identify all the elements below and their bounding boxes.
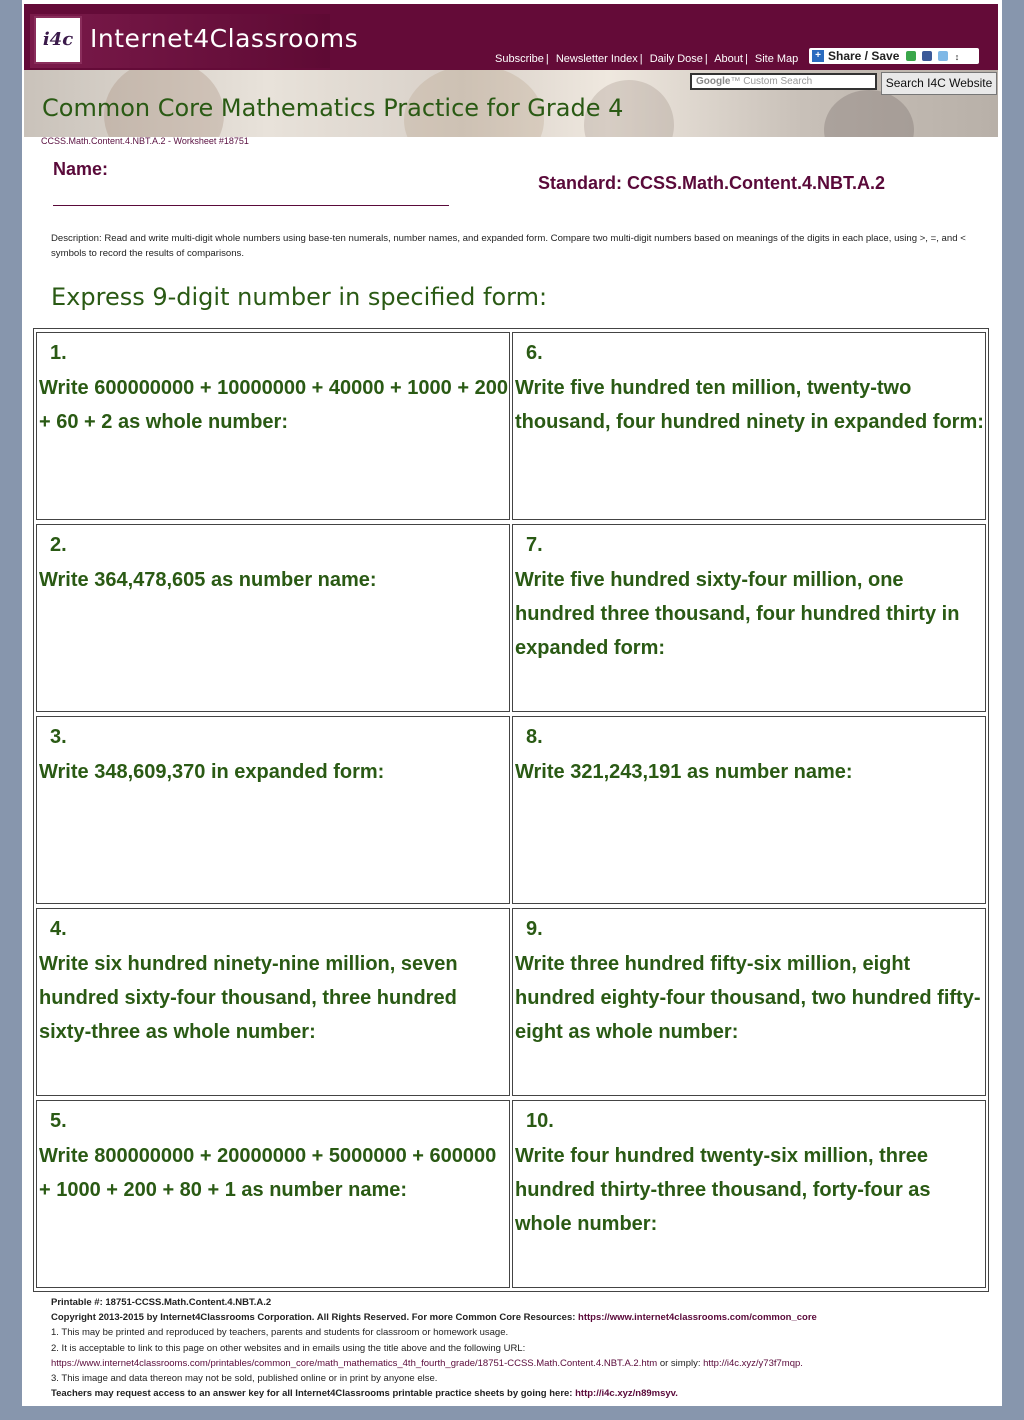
question-text: Write 600000000 + 10000000 + 40000 + 1000 + 200 + 60 + 2 as whole number: — [39, 377, 508, 433]
question-text: Write 321,243,191 as number name: — [515, 761, 853, 783]
standard-label: Standard: CCSS.Math.Content.4.NBT.A.2 — [538, 173, 886, 193]
question-cell — [36, 908, 510, 1096]
worksheet-id: CCSS.Math.Content.4.NBT.A.2 - Worksheet #18751 — [41, 136, 249, 146]
usage-note-2: 2. It is acceptable to link to this page on other websites and in emails using the title above and the following URL: — [51, 1342, 526, 1354]
description: Description: Read and write multi-digit whole numbers using base-ten numerals, number names, and expanded form. Compare two multi-digit numbers based on meanings of the digits in each place, using >, =, and < symbols to record the results of comparisons. — [51, 233, 966, 259]
question-text: Write 800000000 + 20000000 + 5000000 + 600000 + 1000 + 200 + 80 + 1 as number name: — [39, 1145, 497, 1201]
answer-key-link[interactable]: http://i4c.xyz/n89msyv. — [575, 1388, 678, 1400]
question-cell — [36, 716, 510, 904]
usage-note-1: 1. This may be printed and reproduced by teachers, parents and students for classroom or homework usage. — [51, 1327, 509, 1339]
printable-number: Printable #: 18751-CCSS.Math.Content.4.NBT.A.2 — [51, 1297, 272, 1308]
search-placeholder: Custom Search — [743, 76, 813, 87]
question-number: 9. — [526, 918, 543, 940]
question-text: Write four hundred twenty-six million, three hundred thirty-three thousand, forty-four as whole number: — [515, 1145, 931, 1235]
question-number: 4. — [50, 918, 67, 940]
question-text: Write 348,609,370 in expanded form: — [39, 761, 385, 783]
question-cell — [512, 332, 986, 520]
name-label: Name: — [53, 159, 109, 179]
question-text: Write three hundred fifty-six million, eight hundred eighty-four thousand, two hundred fifty-eight as whole number: — [515, 953, 981, 1043]
question-text: Write five hundred sixty-four million, one hundred three thousand, four hundred thirty in expanded form: — [515, 569, 960, 659]
question-number: 5. — [50, 1110, 67, 1132]
facebook-icon — [922, 51, 932, 61]
nav-subscribe[interactable]: Subscribe — [495, 53, 544, 65]
question-cell — [512, 1100, 986, 1288]
nav-site-map[interactable]: Site Map — [754, 53, 799, 65]
share-save-button[interactable] — [809, 48, 979, 64]
question-text: Write 364,478,605 as number name: — [39, 569, 377, 591]
question-number: 2. — [50, 534, 67, 556]
question-cell — [36, 1100, 510, 1288]
question-number: 1. — [50, 342, 67, 364]
nav-about[interactable]: About — [714, 53, 743, 65]
logo-badge: i4c — [34, 16, 82, 64]
dropdown-icon: ↕ — [954, 52, 960, 62]
banner-photo-shape — [824, 90, 914, 137]
site-header — [24, 4, 998, 70]
usage-note-3: 3. This image and data thereon may not be sold, published online or in print by anyone else. — [51, 1373, 438, 1385]
nav-daily-dose[interactable]: Daily Dose — [649, 53, 703, 65]
name-line — [53, 205, 449, 206]
share-label: Share / Save — [828, 49, 900, 63]
answer-key-note: Teachers may request access to an answer key for all Internet4Classrooms printable practice sheets by going here: — [51, 1388, 573, 1400]
search-input[interactable]: Google™ Custom Search — [690, 73, 877, 90]
question-text: Write six hundred ninety-nine million, seven hundred sixty-four thousand, three hundred sixty-three as whole number: — [39, 953, 458, 1043]
page-title: Common Core Mathematics Practice for Grade 4 — [42, 94, 624, 122]
plus-icon: + — [812, 50, 824, 62]
question-number: 3. — [50, 726, 67, 748]
question-cell — [512, 908, 986, 1096]
instruction-heading: Express 9-digit number in specified form: — [51, 283, 548, 311]
worksheet-url[interactable]: https://www.internet4classrooms.com/printables/common_core/math_mathematics_4th_fourth_grade/18751-CCSS.Math.Content.4.NBT.A.2.htm — [51, 1357, 658, 1369]
nav-newsletter-index[interactable]: Newsletter Index — [555, 53, 638, 65]
page-footer — [51, 1295, 991, 1401]
question-cell — [36, 524, 510, 712]
question-cell — [512, 524, 986, 712]
twitter-icon — [938, 51, 948, 61]
search-button[interactable]: Search I4C Website — [881, 72, 997, 95]
page — [22, 0, 1002, 1406]
question-cell — [512, 716, 986, 904]
question-number: 10. — [526, 1110, 554, 1132]
page-banner — [24, 70, 998, 137]
question-number: 7. — [526, 534, 543, 556]
google-logo: Google — [696, 76, 731, 87]
share-icon — [906, 51, 916, 61]
copyright: Copyright 2013-2015 by Internet4Classrooms Corporation. All Rights Reserved. For more Common Core Resources: — [51, 1312, 576, 1324]
question-number: 6. — [526, 342, 543, 364]
or-simply: or simply: — [659, 1357, 701, 1369]
top-nav: Subscribe | Newsletter Index | Daily Dose | About | Site Map — [495, 53, 799, 65]
logo-text: Internet4Classrooms — [90, 24, 359, 53]
question-grid — [33, 328, 989, 1292]
common-core-link[interactable]: https://www.internet4classrooms.com/common_core — [578, 1312, 817, 1324]
short-url[interactable]: http://i4c.xyz/y73f7mqp. — [703, 1357, 803, 1369]
question-cell — [36, 332, 510, 520]
site-logo[interactable] — [30, 14, 359, 68]
question-text: Write five hundred ten million, twenty-two thousand, four hundred ninety in expanded form: — [515, 377, 984, 433]
question-number: 8. — [526, 726, 543, 748]
